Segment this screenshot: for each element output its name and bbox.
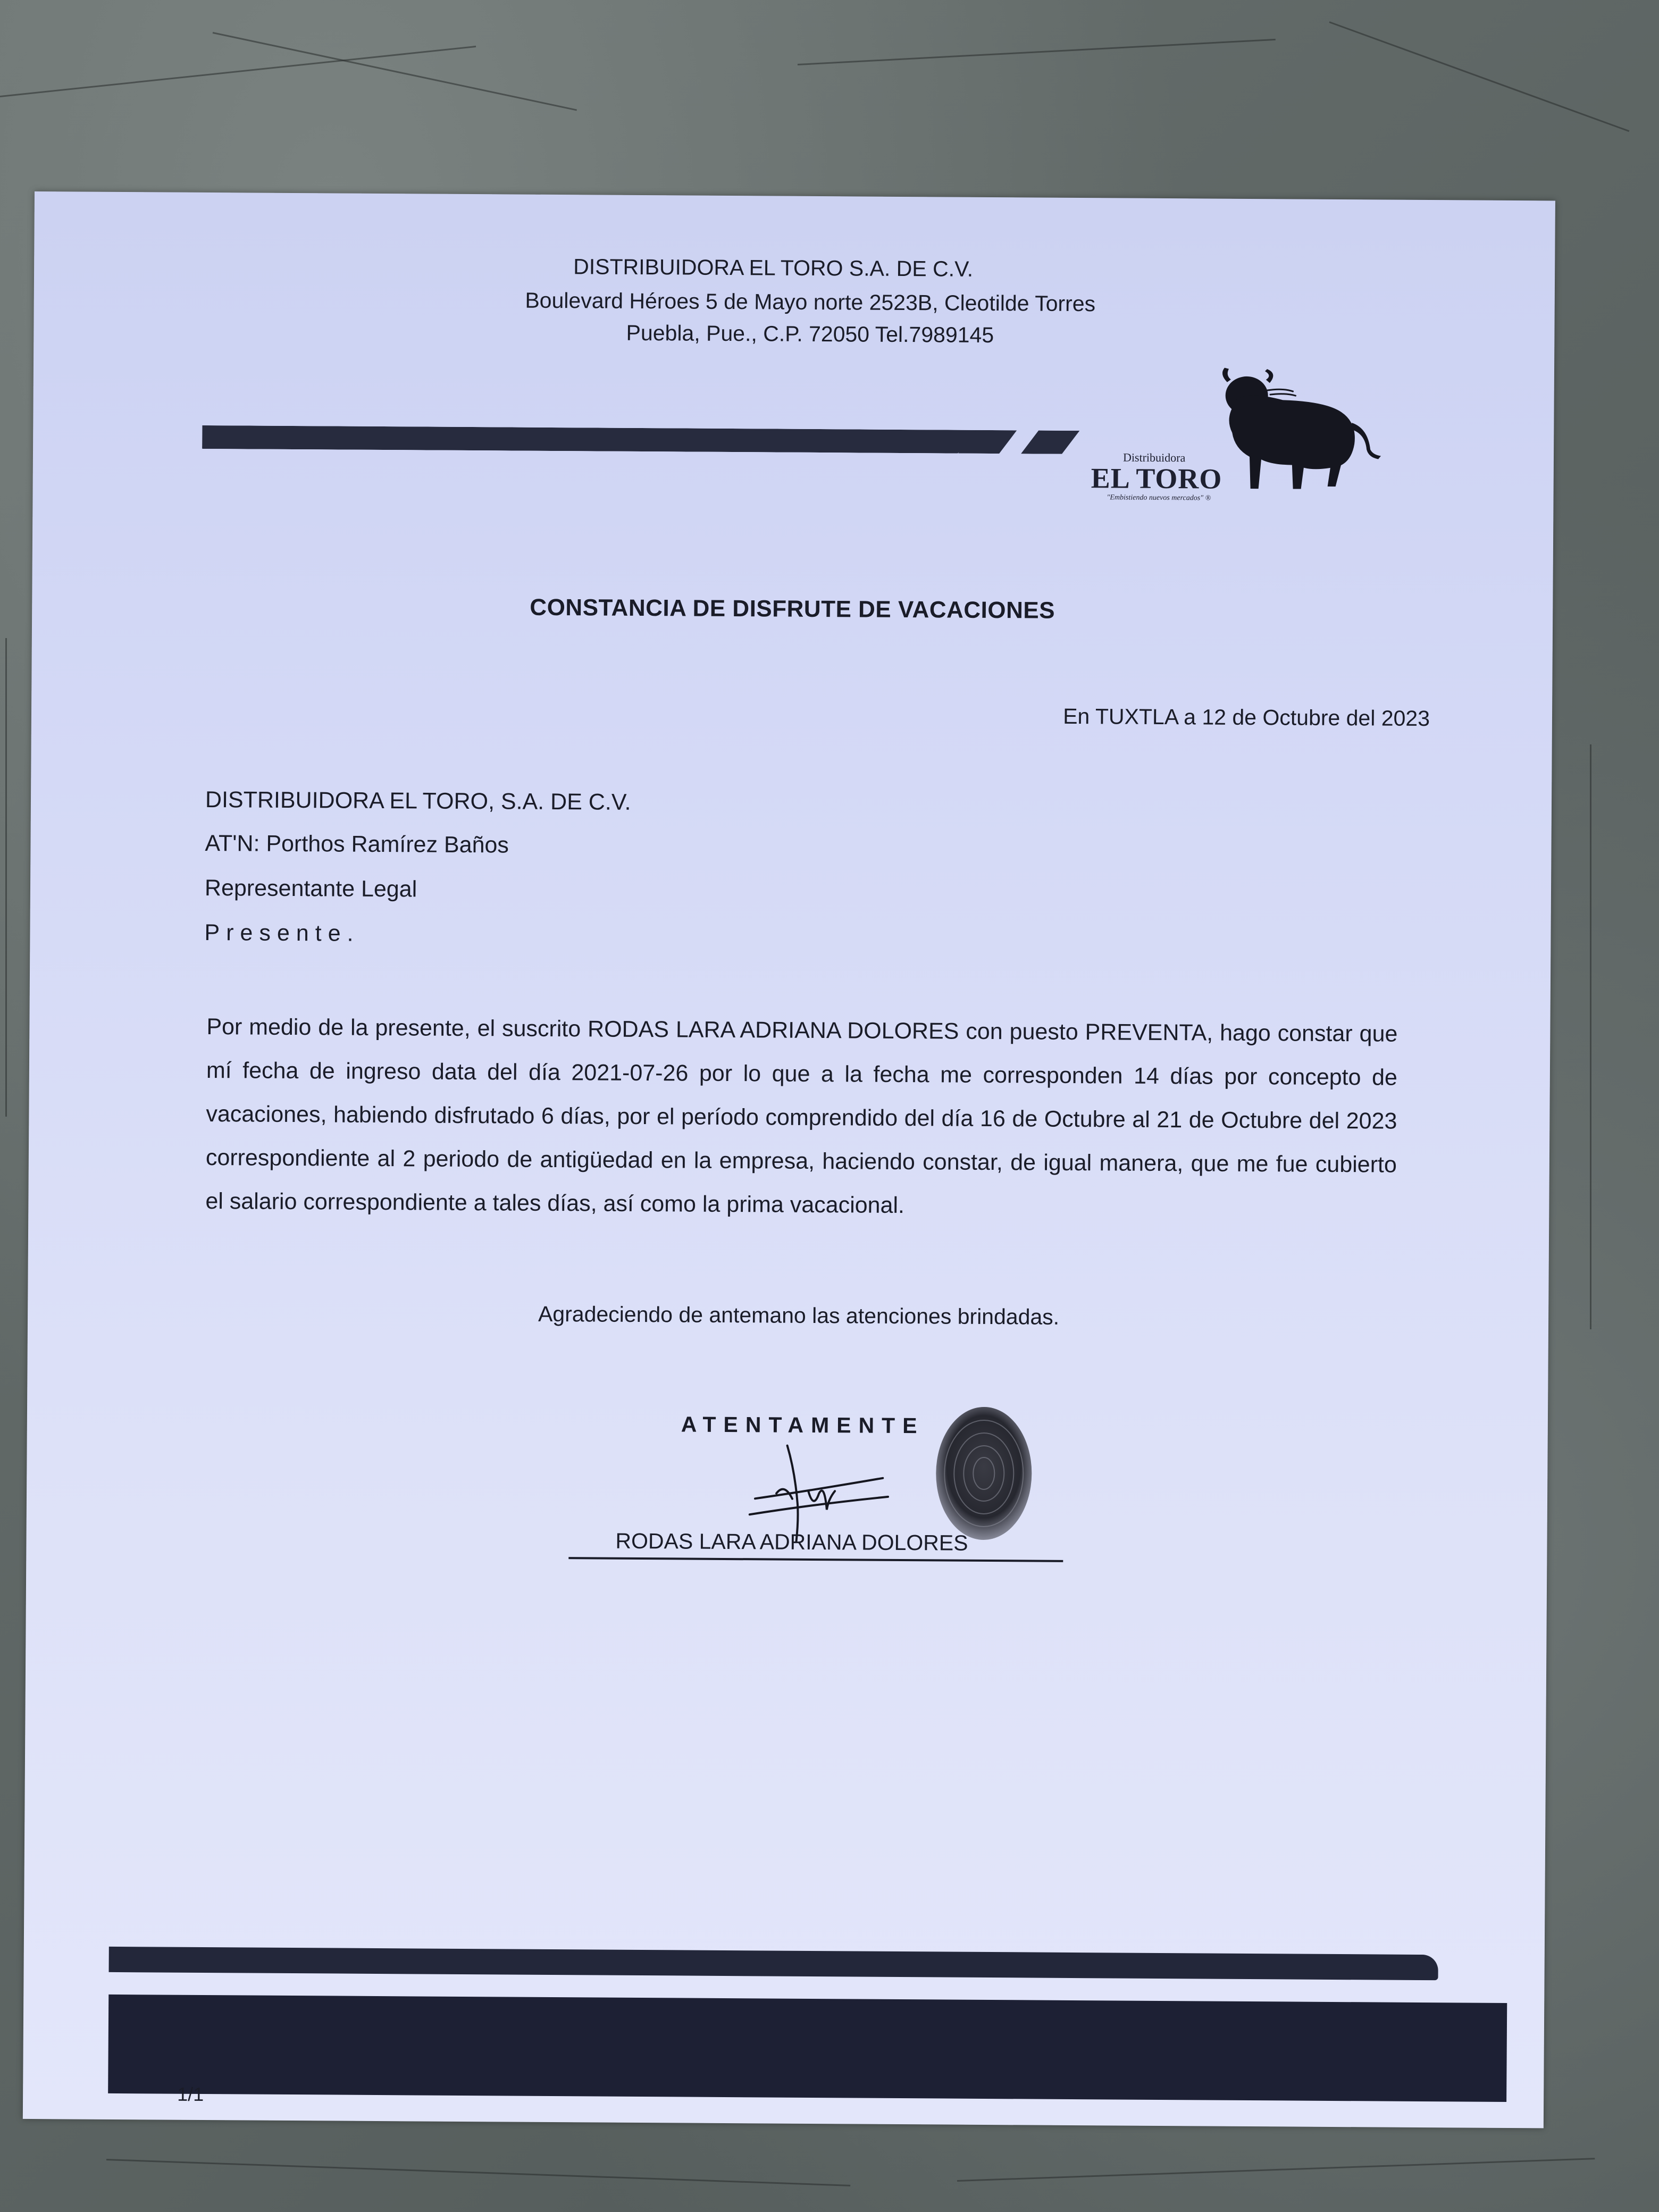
document-title: CONSTANCIA DE DISFRUTE DE VACACIONES — [530, 594, 1055, 624]
logo-small-text: Distribuidora — [1122, 450, 1186, 465]
addressee-role: Representante Legal — [204, 875, 417, 902]
addressee-attn: AT'N: Porthos Ramírez Baños — [205, 830, 509, 858]
floor-crack — [1329, 21, 1629, 132]
floor-crack — [213, 32, 577, 111]
footer-bar-thin — [109, 1947, 1438, 1980]
addressee-presente: Presente. — [204, 919, 360, 946]
floor-crack — [798, 39, 1276, 65]
dateline: En TUXTLA a 12 de Octubre del 2023 — [1063, 703, 1430, 731]
floor-crack — [1590, 744, 1591, 1329]
signer-name: RODAS LARA ADRIANA DOLORES — [615, 1528, 968, 1555]
addressee-company: DISTRIBUIDORA EL TORO, S.A. DE C.V. — [205, 786, 631, 815]
page-number: 1/1 — [177, 2083, 204, 2106]
logo-brand: EL TORO — [1091, 462, 1222, 495]
floor-crack — [5, 638, 7, 1117]
floor-crack — [0, 46, 476, 97]
footer-bar-thick — [108, 1995, 1507, 2102]
letterhead-address: Boulevard Héroes 5 de Mayo norte 2523B, Cleotilde Torres — [525, 288, 1096, 316]
header-dash — [1021, 430, 1079, 454]
body-paragraph: Por medio de la presente, el suscrito RODAS LARA ADRIANA DOLORES con puesto PREVENTA, hago constar que mí fecha de ingreso data del día 2021-07-26 por lo que a la fecha me corresponden 14 días por concepto de vacaciones, habiendo disfrutado 6 días, por el período comprendido del día 16 de Octubre al 21 de Octubre del 2023 correspondiente al 2 periodo de antigüedad en la empresa, haciendo constar, de igual manera, que me fue cubierto el salario correspondiente a tales días, así como la prima vacacional. — [205, 1014, 1398, 1219]
letterhead-company: DISTRIBUIDORA EL TORO S.A. DE C.V. — [573, 254, 974, 281]
document-page — [23, 191, 1555, 2128]
letterhead-city: Puebla, Pue., C.P. 72050 Tel.7989145 — [626, 320, 994, 348]
floor-crack — [106, 2159, 850, 2186]
logo-tagline: "Embistiendo nuevos mercados" ® — [1107, 493, 1211, 502]
closing-line: Agradeciendo de antemano las atenciones brindadas. — [538, 1301, 1060, 1329]
signoff: ATENTAMENTE — [681, 1412, 925, 1438]
fingerprint-icon — [925, 1404, 1043, 1548]
signature-line — [568, 1557, 1063, 1562]
header-bar — [202, 425, 989, 454]
floor-crack — [957, 2158, 1595, 2182]
